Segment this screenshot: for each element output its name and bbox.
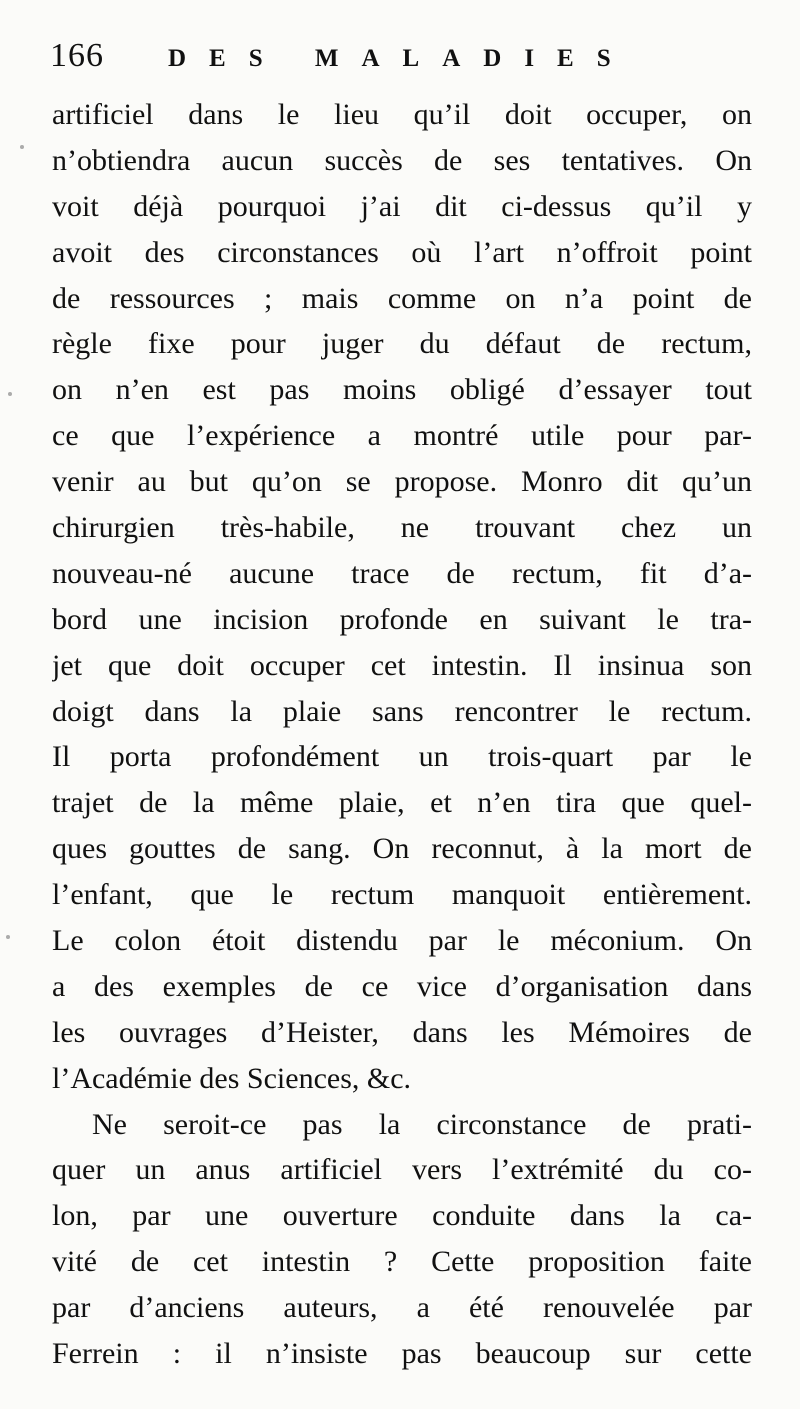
text-line: Le colon étoit distendu par le méconium. On	[52, 924, 752, 958]
text-line: lon, par une ouverture conduite dans la ca-	[52, 1199, 752, 1233]
text-line: les ouvrages d’Heister, dans les Mémoires de	[52, 1015, 752, 1049]
text-line: venir au but qu’on se propose. Monro dit qu’un	[52, 465, 752, 499]
text-line: on n’en est pas moins obligé d’essayer tout	[52, 373, 752, 407]
text-line: Ne seroit-ce pas la circonstance de prati-	[92, 1107, 752, 1141]
text-line: trajet de la même plaie, et n’en tira que quel-	[52, 786, 752, 820]
text-line: règle fixe pour juger du défaut de rectum,	[52, 327, 752, 361]
text-line: quer un anus artificiel vers l’extrémité du co-	[52, 1153, 752, 1187]
text-line: vité de cet intestin ? Cette proposition faite	[52, 1245, 752, 1279]
page-number: 166	[50, 37, 104, 74]
text-line: ques gouttes de sang. On reconnut, à la mort de	[52, 832, 752, 866]
page-header	[50, 36, 750, 86]
text-line: avoit des circonstances où l’art n’offroit point	[52, 235, 752, 269]
text-line: jet que doit occuper cet intestin. Il insinua son	[52, 648, 752, 682]
text-line: bord une incision profonde en suivant le tra-	[52, 602, 752, 636]
text-line: ce que l’expérience a montré utile pour par-	[52, 419, 752, 453]
ink-speck	[6, 935, 10, 939]
ink-speck	[8, 392, 12, 396]
ink-speck	[20, 145, 24, 149]
paragraph-2	[52, 1102, 752, 1377]
text-line: voit déjà pourquoi j’ai dit ci-dessus qu’il y	[52, 189, 752, 223]
text-line: artificiel dans le lieu qu’il doit occuper, on	[52, 98, 752, 131]
text-line: l’enfant, que le rectum manquoit entièrement.	[52, 878, 752, 912]
text-line: Ferrein : il n’insiste pas beaucoup sur cette	[52, 1337, 752, 1371]
text-line: par d’anciens auteurs, a été renouvelée par	[52, 1291, 752, 1325]
text-line: n’obtiendra aucun succès de ses tentatives. On	[52, 143, 752, 177]
text-line: l’Académie des Sciences, &c.	[52, 1061, 412, 1095]
text-line: a des exemples de ce vice d’organisation dans	[52, 969, 752, 1003]
text-line: nouveau-né aucune trace de rectum, fit d’a-	[52, 556, 752, 590]
text-line: de ressources ; mais comme on n’a point de	[52, 281, 752, 315]
text-line: chirurgien très-habile, ne trouvant chez un	[52, 511, 752, 545]
text-line: doigt dans la plaie sans rencontrer le rectum.	[52, 694, 752, 728]
paragraph-1	[52, 92, 752, 1102]
text-line: Il porta profondément un trois-quart par le	[52, 740, 752, 774]
running-title: DES MALADIES	[168, 45, 634, 72]
body-text	[52, 92, 752, 1377]
